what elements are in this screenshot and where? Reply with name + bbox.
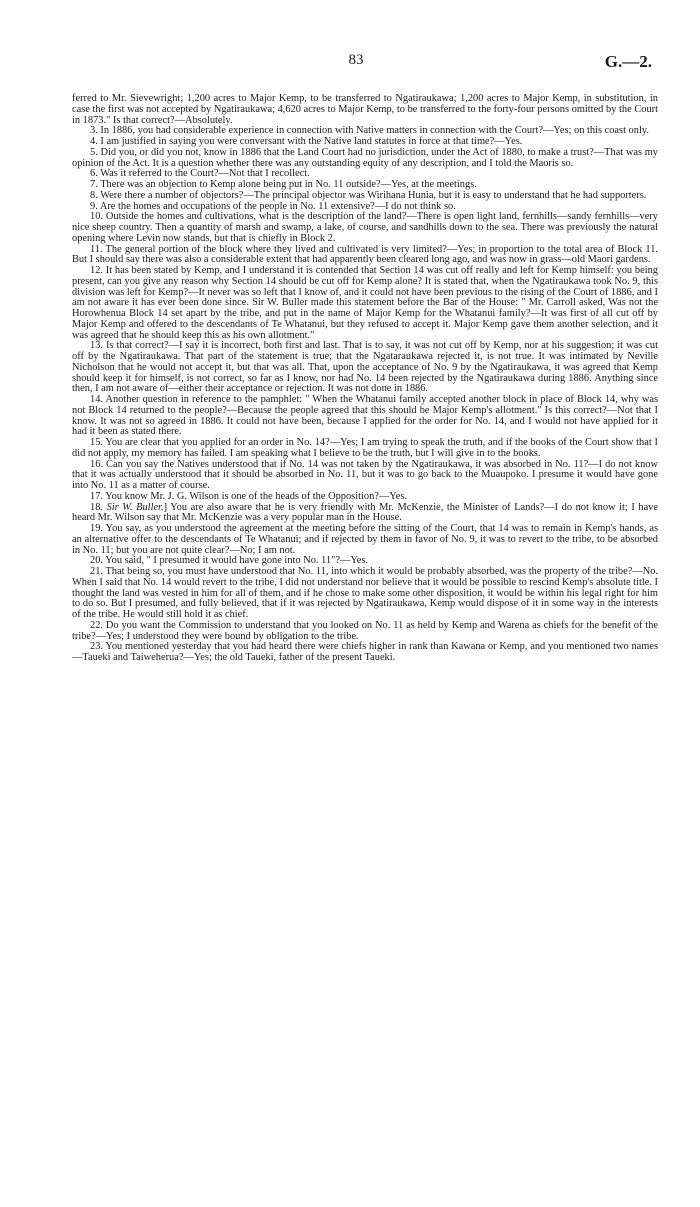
paragraph-q11: 11. The general portion of the block where they lived and cultivated is very limited?—Yes; in proportion to the total area of Block 11. But I should say there was also a considerable extent that had apparently been cleared long ago, and was now in grass—old Maori gardens. — [72, 243, 658, 266]
page-number: 83 — [348, 52, 364, 68]
question-number: 18. — [90, 501, 107, 513]
paragraph-q19: 19. You say, as you understood the agreement at the meeting before the sitting of the Court, that 14 was to remain in Kemp's hands, as an alternative offer to the descendants of Te Whatanui; and if rejected by them in favor of No. 9, it was to revert to the tribe, to be absorbed in No. 11; but you are not quite clear?—No; I am not. — [72, 523, 658, 556]
paragraph-q6: 6. Was it referred to the Court?—Not that I recollect. — [90, 168, 310, 180]
paragraph-q9: 9. Are the homes and occupations of the people in No. 11 extensive?—I do not think so. — [90, 200, 456, 212]
testimony-body — [72, 94, 658, 664]
speaker-name: Sir W. Buller. — [106, 501, 164, 513]
paragraph-q13: 13. Is that correct?—I say it is incorrect, both first and last. That is to say, it was not cut off by Kemp, nor at his suggestion; it was cut off by the Ngatiraukawa. That part of the statement is true; that the Ngataraukawa rejected it, is not true. It was intimated by Neville Nicholson that he would not accept it, but that was all. That, upon the acceptance of No. 9 by the Ngatiraukawa, it was agreed that Kemp should keep it for himself, is not correct, so far as I know, nor had No. 14 been rejected by the Ngatiraukawa during 1886. Anything since then, I am not aware of—either their acceptance or rejection. It was not done in 1886. — [72, 340, 658, 395]
paragraph-q12: 12. It has been stated by Kemp, and I understand it is contended that Section 14 was cut off really and left for Kemp himself: you being present, can you give any reason why Section 14 should be cut off for Kemp alone? It is stated that, when the Ngatiraukawa took No. 9, this division was left for Kemp?—It never was so left that I know of, and it could not have been previous to the rising of the Court of 1886, and I am not aware it has ever been done since. Sir W. Buller made this statement before the Bar of the House: " Mr. Carroll asked, Was not the Horowhenua Block 14 set apart by the tribe, and put in the name of Major Kemp for the Whatanui family?—It was first of all cut off by Major Kemp and offered to the descendants of Te Whatanui, but they refused to accept it. Major Kemp gave them another selection, and it was agreed that he should keep this as his own allotment." — [72, 265, 658, 341]
paragraph-q17: 17. You know Mr. J. G. Wilson is one of the heads of the Opposition?—Yes. — [90, 490, 407, 502]
paragraph-continuation: ferred to Mr. Sievewright; 1,200 acres to Major Kemp, to be transferred to Ngatiraukawa; 1,200 acres to Major Kemp, in substitution, in case the first was not accepted by Ngatiraukawa; 4,620 acres to Major Kemp, to be transferred to the forty-four persons omitted by the Court in 1873." Is that correct?—Absolutely. — [72, 93, 658, 126]
paragraph-q16: 16. Can you say the Natives understood that if No. 14 was not taken by the Ngatiraukawa, it was absorbed in No. 11?—I do not know that it was actually understood that it should be absorbed in No. 11, but it was to go back to the Muaupoko. I presume it would have gone into No. 11 as a matter of course. — [72, 458, 658, 491]
paragraph-q23: 23. You mentioned yesterday that you had heard there were chiefs higher in rank than Kawana or Kemp, and you mentioned two names—Taueki and Taiweherua?—Yes; the old Taueki, father of the present Taueki. — [72, 641, 658, 663]
paragraph-q10: 10. Outside the homes and cultivations, what is the description of the land?—There is open light land, fernhills—sandy fernhills—very nice sheep country. Then a quantity of marsh and swamp, a lake, of course, and sandhills down to the sea. There was previously the natural opening where Levin now stands, but that is chiefly in Block 2. — [72, 211, 658, 244]
paragraph-q20: 20. You said, " I presumed it would have gone into No. 11"?—Yes. — [90, 555, 369, 567]
document-reference: G.—2. — [604, 52, 652, 71]
paragraph-q18-text: ] You are also aware that he is very friendly with Mr. McKenzie, the Minister of Lands?—I do not know it; I have heard Mr. Wilson say that Mr. McKenzie was a very popular man in the House. — [72, 501, 658, 524]
paragraph-q21: 21. That being so, you must have understood that No. 11, into which it would be probably absorbed, was the property of the tribe?—No. When I said that No. 14 would revert to the tribe, I did not understand nor believe that it would be possible to rescind Kemp's absolute title. I thought the land was vested in him for all of them, and if he chose to make some other disposition, it would be within his legal right for him to do so. But I presumed, and fully believed, that if it was rejected by Ngatiraukawa, Kemp would dispose of it in some way in the interests of the tribe. He would still hold it as chief. — [72, 566, 658, 620]
paragraph-q3: 3. In 1886, you had considerable experience in connection with Native matters in connection with the Court?—Yes; on this coast only. — [90, 125, 649, 137]
paragraph-q8: 8. Were there a number of objectors?—The principal objector was Wirihana Hunia, but it is easy to understand that he had supporters. — [90, 189, 647, 201]
page-header — [60, 52, 652, 74]
paragraph-q7: 7. There was an objection to Kemp alone being put in No. 11 outside?—Yes, at the meetings. — [90, 179, 477, 190]
paragraph-q18 — [72, 503, 658, 525]
paragraph-q14: 14. Another question in reference to the pamphlet: " When the Whatanui family accepted another block in place of Block 14, why was not Block 14 returned to the people?—Because the people agreed that this should be Major Kemp's allotment." Is this correct?—Not that I know. It was not so agreed in 1886. It could not have been, because I applied for the order for No. 14, and I would not have applied for it had it been as stated there. — [72, 394, 658, 438]
paragraph-q15: 15. You are clear that you applied for an order in No. 14?—Yes; I am trying to speak the truth, and if the books of the Court show that I did not apply, my memory has failed. I am speaking what I believe to be the truth, but I will give in to the books. — [72, 437, 658, 459]
paragraph-q4: 4. I am justified in saying you were conversant with the Native land statutes in force at that time?—Yes. — [90, 136, 523, 147]
paragraph-q5: 5. Did you, or did you not, know in 1886 that the Land Court had no jurisdiction, under the Act of 1880, to make a trust?—That was my opinion of the Act. It is a question whether there was any outstanding equity of any description, and I told the Maoris so. — [72, 146, 658, 169]
paragraph-q22: 22. Do you want the Commission to understand that you looked on No. 11 as held by Kemp and Warena as chiefs for the benefit of the tribe?—Yes; I understood they were bound by obligation to the tribe. — [72, 619, 658, 642]
